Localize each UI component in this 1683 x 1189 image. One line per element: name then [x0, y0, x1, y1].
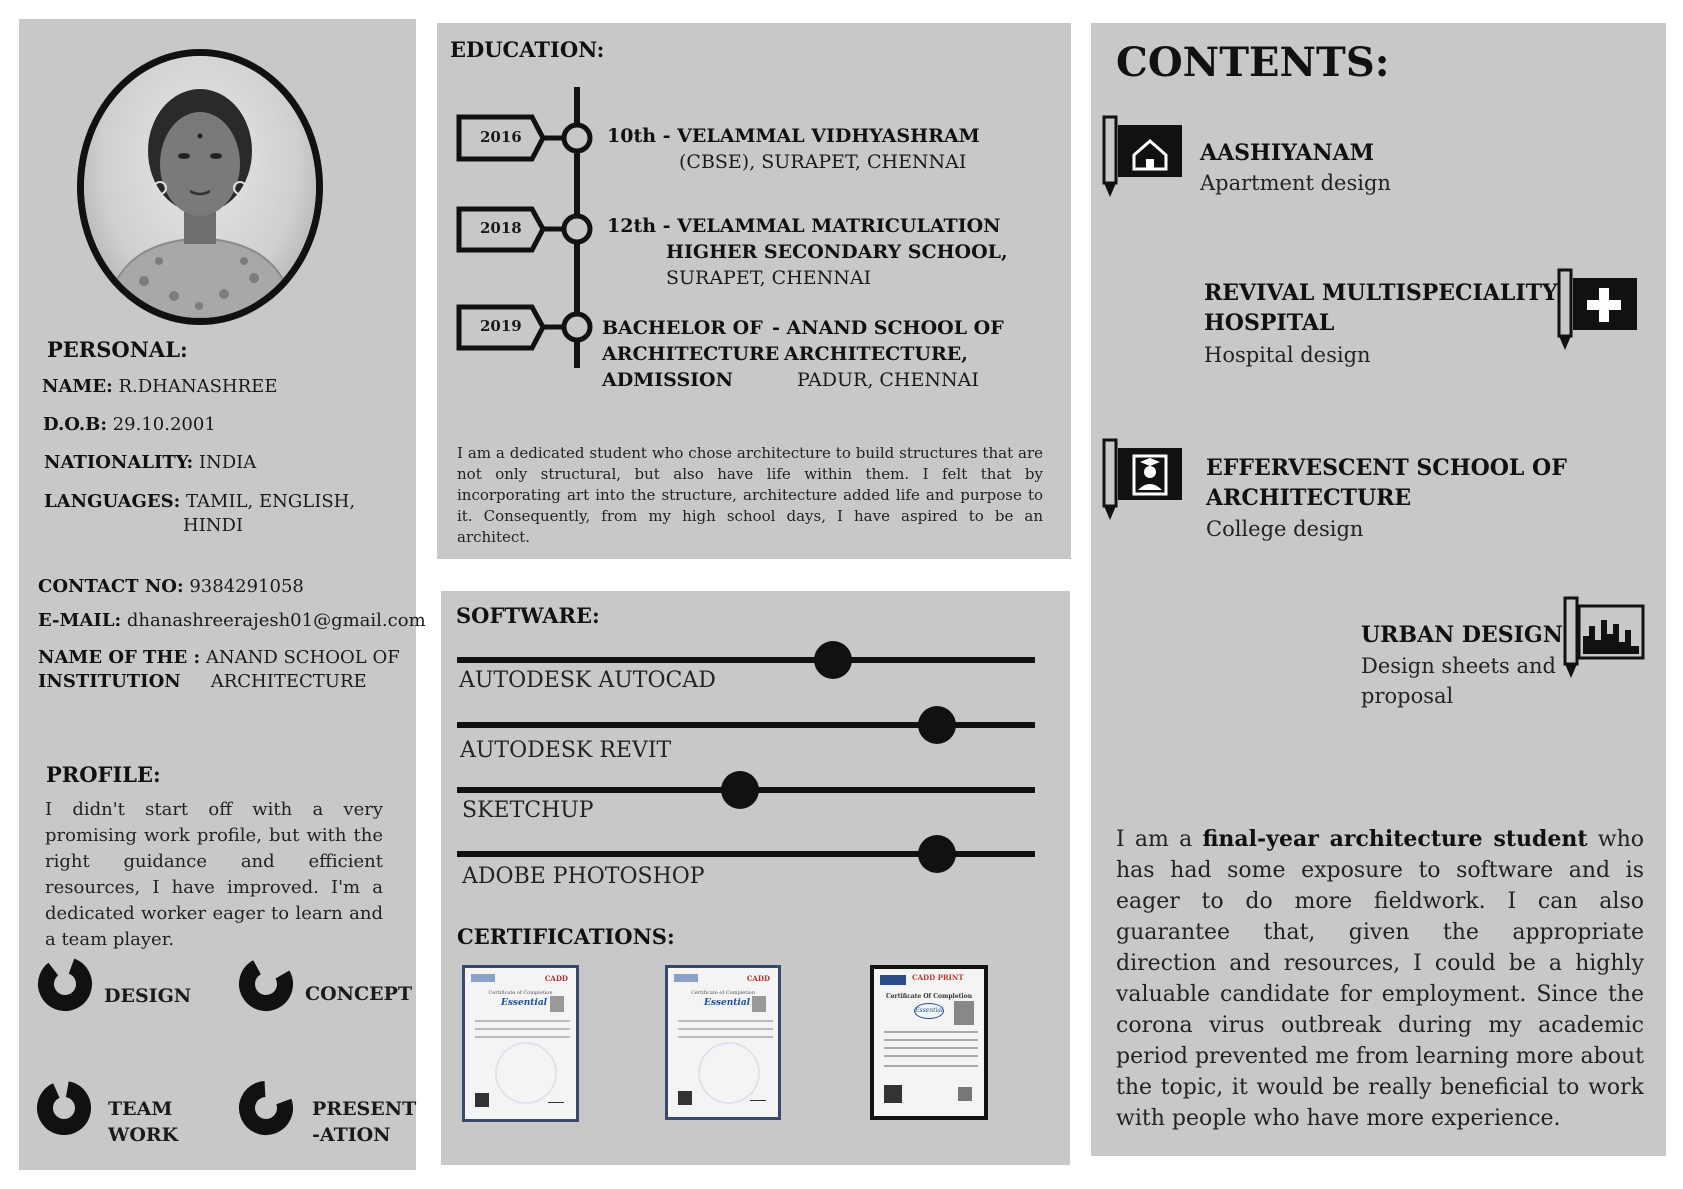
project-title-revival: REVIVAL MULTISPECIALITY HOSPITAL [1204, 280, 1558, 336]
project-sub-aashiyanam: Apartment design [1200, 171, 1391, 195]
software-label-photoshop: ADOBE PHOTOSHOP [462, 864, 705, 889]
skill-label-design: DESIGN [104, 985, 192, 1007]
profile-photo [77, 49, 323, 325]
profile-text: I didn't start off with a very promising work profile, but with the right guidance and efficient resources, I have improved. I'm a dedicated worker eager to learn and a team player. [45, 799, 383, 950]
teamwork-skill-icon [36, 1080, 92, 1136]
education-entry-2019-school: - ANAND SCHOOL OF ARCHITECTURE, PADUR, CHENNAI [772, 317, 1004, 391]
personal-nationality-row: NATIONALITY: INDIA [44, 452, 257, 473]
personal-languages-row: LANGUAGES: TAMIL, ENGLISH, HINDI [44, 491, 356, 536]
software-label-autocad: AUTODESK AUTOCAD [459, 668, 716, 693]
presentation-skill-icon [238, 1080, 294, 1136]
project-sub-urban: Design sheets and proposal [1361, 654, 1556, 708]
graduate-drawing-icon [1102, 438, 1186, 522]
concept-skill-icon [238, 956, 294, 1012]
personal-panel [19, 19, 426, 1170]
project-title-aashiyanam: AASHIYANAM [1200, 140, 1375, 166]
contents-heading: CONTENTS: [1116, 39, 1390, 86]
software-label-revit: AUTODESK REVIT [460, 738, 672, 763]
software-knob-autocad [814, 641, 852, 679]
career-summary: I am a final-year architecture student who has had some exposure to software and is eager to do more fieldwork. I can also guarantee that, given the appropriate direction and resources, I could be a highly valuable candidate for employment. Since the corona virus outbreak during my academic period prevented me from learning more about the topic, it would be really beneficial to work with people who have more experience. [1116, 826, 1645, 1131]
software-label-sketchup: SKETCHUP [462, 798, 594, 823]
year-tag-2016: 2016 [480, 128, 522, 146]
personal-dob-row: D.O.B: 29.10.2001 [43, 414, 216, 435]
project-title-urban: URBAN DESIGN [1361, 622, 1563, 648]
design-skill-icon [37, 956, 93, 1012]
education-entry-2016: 10th - VELAMMAL VIDHYASHRAM (CBSE), SURAPET, CHENNAI [607, 125, 980, 173]
skill-label-teamwork: TEAM WORK [108, 1098, 179, 1146]
year-tag-2019: 2019 [480, 317, 522, 335]
software-knob-photoshop [918, 835, 956, 873]
software-slider-autocad [457, 657, 1035, 663]
education-bio: I am a dedicated student who chose architecture to build structures that are not only structural, but also have life within them. I felt that by incorporating art into the structure, architecture added life and purpose to it. Consequently, from my high school days, I have aspired to be an architect. [457, 444, 1043, 546]
software-knob-sketchup [721, 771, 759, 809]
skill-label-concept: CONCEPT [305, 983, 413, 1005]
education-panel [437, 23, 1071, 559]
house-drawing-icon [1102, 115, 1186, 199]
skill-label-presentation: PRESENT -ATION [312, 1098, 417, 1146]
profile-heading: PROFILE: [46, 762, 161, 787]
skyline-drawing-icon [1563, 596, 1647, 680]
personal-contact-row: CONTACT NO: 9384291058 [38, 576, 304, 597]
personal-name-row: NAME: R.DHANASHREE [42, 376, 278, 397]
education-entry-2018: 12th - VELAMMAL MATRICULATION HIGHER SECONDARY SCHOOL, SURAPET, CHENNAI [607, 215, 1008, 289]
personal-email-row: E-MAIL: dhanashreerajesh01@gmail.com [38, 610, 426, 631]
education-heading: EDUCATION: [450, 37, 605, 62]
certificate-3[interactable]: CADD PRINT Certificate Of Completion Essential [870, 965, 988, 1120]
personal-institution-row: NAME OF THE : ANAND SCHOOL OF INSTITUTION ARCHITECTURE [38, 647, 400, 692]
software-knob-revit [918, 706, 956, 744]
certificate-2[interactable]: CADD Certificate of Completion Essential [665, 965, 781, 1120]
certifications-heading: CERTIFICATIONS: [457, 924, 675, 949]
certificate-1[interactable]: CADD Certificate of Completion Essential [462, 965, 579, 1122]
email-link[interactable]: dhanashreerajesh01@gmail.com [126, 610, 426, 631]
year-tag-2018: 2018 [480, 219, 522, 237]
software-heading: SOFTWARE: [456, 603, 600, 628]
software-panel [441, 591, 1070, 1165]
hospital-cross-drawing-icon [1557, 268, 1641, 352]
education-entry-2019-degree: BACHELOR OF ARCHITECTURE ADMISSION [602, 317, 780, 391]
project-sub-effervescent: College design [1206, 517, 1364, 541]
contents-panel [1091, 23, 1666, 1156]
project-title-effervescent: EFFERVESCENT SCHOOL OF ARCHITECTURE [1206, 455, 1567, 511]
personal-heading: PERSONAL: [47, 337, 188, 362]
project-sub-revival: Hospital design [1204, 343, 1371, 367]
